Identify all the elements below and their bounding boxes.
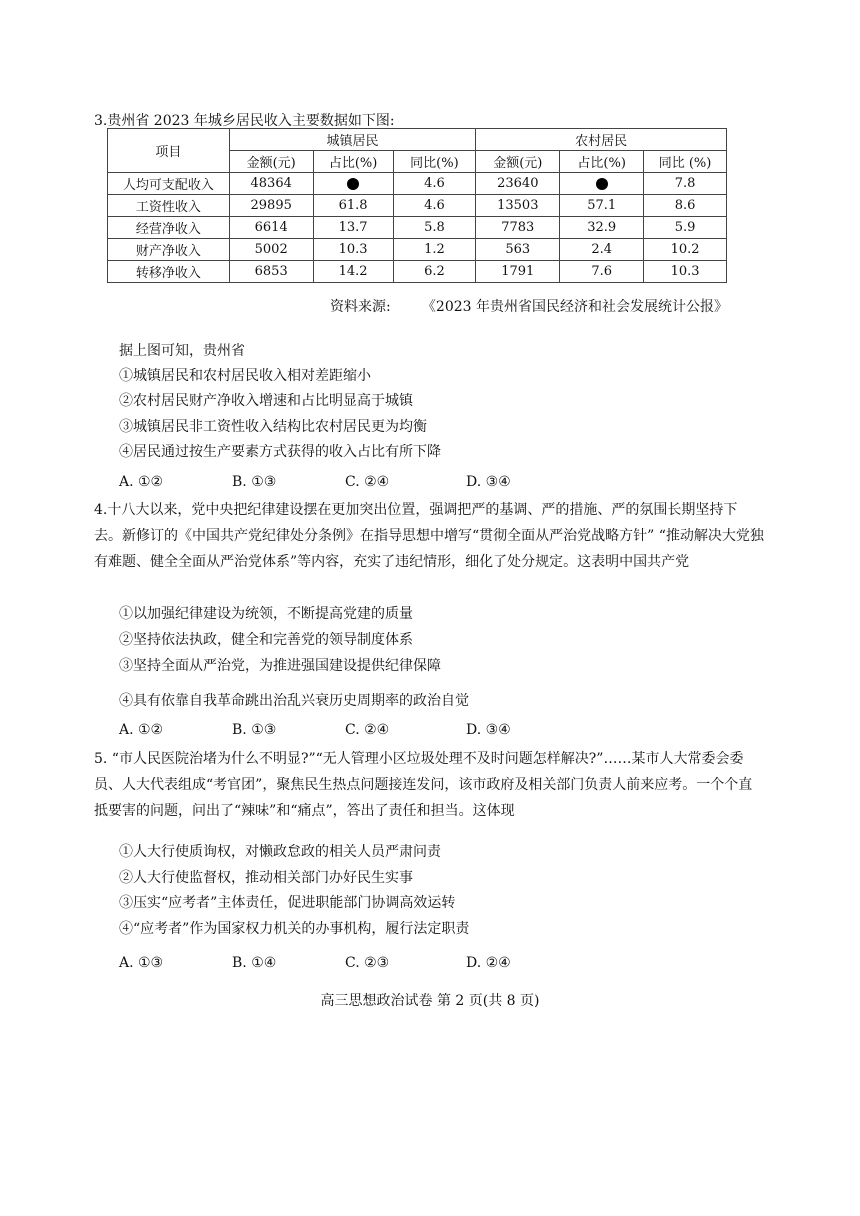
- cell: 61.8: [313, 195, 393, 217]
- source-label: 资料来源:: [330, 299, 391, 315]
- q5-options: [0, 955, 860, 975]
- subheader: 同比(%): [393, 151, 476, 173]
- option-d[interactable]: D. ③④: [466, 722, 511, 738]
- source-text: 《2023 年贵州省国民经济和社会发展统计公报》: [421, 299, 728, 315]
- q3-stem: 据上图可知，贵州省: [119, 343, 245, 359]
- cell: 29895: [229, 195, 313, 217]
- row-label: 财产净收入: [108, 239, 230, 261]
- blank-dot-icon: [596, 178, 608, 190]
- cell: 6853: [229, 261, 313, 283]
- cell: 23640: [476, 173, 560, 195]
- q4-options: [0, 722, 860, 742]
- cell: 563: [476, 239, 560, 261]
- q4-statement-3: ③坚持全面从严治党，为推进强国建设提供纪律保障: [119, 658, 441, 674]
- cell: 6614: [229, 217, 313, 239]
- option-c[interactable]: C. ②④: [345, 474, 390, 490]
- table-header-urban: 城镇居民: [229, 129, 476, 151]
- option-d[interactable]: D. ③④: [466, 474, 511, 490]
- q3-title: 3.贵州省 2023 年城乡居民收入主要数据如下图:: [94, 113, 395, 129]
- option-a[interactable]: A. ①②: [119, 474, 164, 490]
- subheader: 占比(%): [313, 151, 393, 173]
- q3-options: [0, 474, 860, 494]
- q5-statement-4: ④“应考者”作为国家权力机关的办事机构，履行法定职责: [119, 921, 470, 937]
- subheader: 金额(元): [229, 151, 313, 173]
- cell: 14.2: [313, 261, 393, 283]
- cell: 2.4: [560, 239, 644, 261]
- table-row: [108, 239, 727, 261]
- page-footer: 高三思想政治试卷 第 2 页(共 8 页): [320, 993, 540, 1009]
- table-row: [108, 195, 727, 217]
- cell: 7.8: [644, 173, 727, 195]
- q4-statement-4: ④具有依靠自我革命跳出治乱兴衰历史周期率的政治自觉: [119, 693, 469, 709]
- option-a[interactable]: A. ①②: [119, 722, 164, 738]
- q3-statement-1: ①城镇居民和农村居民收入相对差距缩小: [119, 368, 371, 384]
- cell: 1.2: [393, 239, 476, 261]
- q5-statement-2: ②人大行使监督权，推动相关部门办好民生实事: [119, 870, 413, 886]
- q4-statement-2: ②坚持依法执政，健全和完善党的领导制度体系: [119, 632, 413, 648]
- table-header-rural: 农村居民: [476, 129, 727, 151]
- row-label: 经营净收入: [108, 217, 230, 239]
- subheader: 占比(%): [560, 151, 644, 173]
- subheader: 同比 (%): [644, 151, 727, 173]
- option-d[interactable]: D. ②④: [466, 955, 511, 971]
- subheader: 金额(元): [476, 151, 560, 173]
- blank-dot-icon: [347, 178, 359, 190]
- cell-blank-dot: [313, 173, 393, 195]
- q4-text: 4.十八大以来，党中央把纪律建设摆在更加突出位置，强调把严的基调、严的措施、严的氛围长期坚持下去。新修订的《中国共产党纪律处分条例》在指导思想中增写“贯彻全面从严治党战略方针” “推动解决大党独有难题、健全全面从严治党体系”等内容，充实了违纪情形，细化了处分规定。这表明中国共产党: [94, 502, 764, 570]
- cell: 10.2: [644, 239, 727, 261]
- option-c[interactable]: C. ②③: [345, 955, 390, 971]
- income-table: [107, 128, 727, 283]
- cell-blank-dot: [560, 173, 644, 195]
- option-b[interactable]: B. ①③: [232, 474, 277, 490]
- table-header-item: 项目: [108, 129, 230, 173]
- option-a[interactable]: A. ①③: [119, 955, 164, 971]
- q5-text: 5. “市人民医院治堵为什么不明显?”“无人管理小区垃圾处理不及时问题怎样解决?”……某市人大常委会委员、人大代表组成“考官团”，聚焦民生热点问题接连发问，该市政府及相关部门负责人前来应考。一个个直抵要害的问题，问出了“辣味”和“痛点”，答出了责任和担当。这体现: [94, 751, 753, 819]
- cell: 13.7: [313, 217, 393, 239]
- cell: 57.1: [560, 195, 644, 217]
- q5-statement-3: ③压实“应考者”主体责任，促进职能部门协调高效运转: [119, 895, 456, 911]
- row-label: 转移净收入: [108, 261, 230, 283]
- q4-statement-1: ①以加强纪律建设为统领，不断提高党建的质量: [119, 606, 413, 622]
- q5-statement-1: ①人大行使质询权，对懒政怠政的相关人员严肃问责: [119, 844, 441, 860]
- row-label: 人均可支配收入: [108, 173, 230, 195]
- table-row: [108, 217, 727, 239]
- cell: 5.9: [644, 217, 727, 239]
- cell: 8.6: [644, 195, 727, 217]
- table-row: [108, 173, 727, 195]
- cell: 6.2: [393, 261, 476, 283]
- cell: 7783: [476, 217, 560, 239]
- cell: 13503: [476, 195, 560, 217]
- option-b[interactable]: B. ①③: [232, 722, 277, 738]
- row-label: 工资性收入: [108, 195, 230, 217]
- cell: 32.9: [560, 217, 644, 239]
- table-source: [330, 296, 728, 316]
- table-row: [108, 261, 727, 283]
- cell: 5.8: [393, 217, 476, 239]
- cell: 5002: [229, 239, 313, 261]
- cell: 4.6: [393, 195, 476, 217]
- cell: 7.6: [560, 261, 644, 283]
- option-c[interactable]: C. ②④: [345, 722, 390, 738]
- q3-statement-4: ④居民通过按生产要素方式获得的收入占比有所下降: [119, 444, 441, 460]
- cell: 10.3: [313, 239, 393, 261]
- cell: 1791: [476, 261, 560, 283]
- cell: 10.3: [644, 261, 727, 283]
- q3-statement-3: ③城镇居民非工资性收入结构比农村居民更为均衡: [119, 419, 427, 435]
- cell: 48364: [229, 173, 313, 195]
- cell: 4.6: [393, 173, 476, 195]
- option-b[interactable]: B. ①④: [232, 955, 277, 971]
- q3-statement-2: ②农村居民财产净收入增速和占比明显高于城镇: [119, 393, 413, 409]
